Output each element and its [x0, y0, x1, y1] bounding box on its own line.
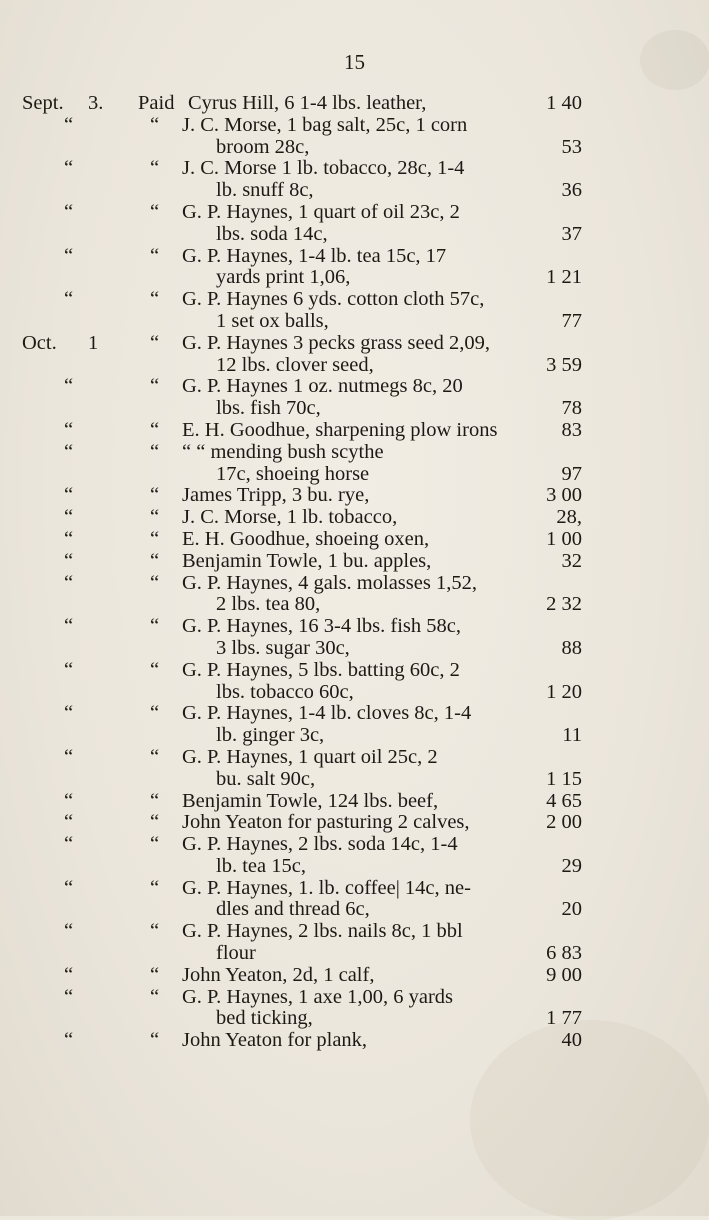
- entry-ditto-date: “: [64, 571, 74, 594]
- entry-line-1: G. P. Haynes, 1 axe 1,00, 6 yards: [182, 985, 454, 1008]
- ledger-entry: [0, 485, 709, 507]
- ledger-entry: [0, 616, 709, 660]
- entry-ditto-date: “: [64, 833, 74, 856]
- entry-paid: “: [150, 833, 160, 856]
- entry-description: [182, 202, 530, 246]
- entry-description: [182, 420, 530, 442]
- entry-ditto-date: “: [64, 789, 74, 812]
- entry-line-1: J. C. Morse, 1 bag salt, 25c, 1 corn: [182, 113, 468, 136]
- entry-line-2: 12 lbs. clover seed,: [216, 353, 374, 376]
- ledger-entry: [0, 660, 709, 704]
- entry-line-2: dles and thread 6c,: [216, 898, 370, 921]
- entry-line-2: flour: [216, 942, 256, 965]
- entry-line-1: G. P. Haynes, 1. lb. coffee| 14c, ne-: [182, 876, 471, 899]
- entry-line-2: lbs. soda 14c,: [216, 222, 328, 245]
- entry-amount: 20: [561, 898, 582, 921]
- entry-line-1: J. C. Morse 1 lb. tobacco, 28c, 1-4: [182, 157, 465, 180]
- ledger-entry: [0, 747, 709, 791]
- entry-paid: “: [150, 811, 160, 834]
- entry-paid: “: [150, 789, 160, 812]
- entry-description: [182, 747, 530, 791]
- entry-amount: 83: [561, 418, 582, 441]
- entry-ditto-date: “: [64, 1029, 74, 1052]
- entry-ditto-date: “: [64, 484, 74, 507]
- entry-line-2: lbs. tobacco 60c,: [216, 680, 354, 703]
- ledger-entry: [0, 878, 709, 922]
- entry-description: [182, 442, 530, 486]
- entry-line-2: lb. snuff 8c,: [216, 179, 314, 202]
- entry-line-1: G. P. Haynes 1 oz. nutmegs 8c, 20: [182, 375, 463, 398]
- entry-description: [182, 507, 530, 529]
- entry-ditto-date: “: [64, 440, 74, 463]
- ledger-entry: [0, 115, 709, 159]
- entry-paid: Paid: [138, 92, 175, 114]
- entry-ditto-date: “: [64, 702, 74, 725]
- entry-line-1: John Yeaton, 2d, 1 calf,: [182, 963, 375, 986]
- page-number: 15: [344, 50, 365, 74]
- entry-amount: 1 40: [546, 92, 582, 114]
- entry-line-1: G. P. Haynes, 16 3-4 lbs. fish 58c,: [182, 615, 462, 638]
- ledger-entry: [0, 987, 709, 1031]
- ledger-entry: [0, 202, 709, 246]
- entry-amount: 36: [561, 179, 582, 202]
- ledger-entry: [0, 529, 709, 551]
- entry-paid: “: [150, 375, 160, 398]
- entry-paid: “: [150, 615, 160, 638]
- entry-amount: 9 00: [546, 963, 582, 986]
- entry-paid: “: [150, 288, 160, 311]
- entry-ditto-date: “: [64, 920, 74, 943]
- entry-month: Sept.: [22, 92, 64, 114]
- entry-day: 1: [88, 331, 99, 354]
- ledger-entry: [0, 551, 709, 573]
- entry-line-2: lb. ginger 3c,: [216, 724, 325, 747]
- entry-paid: “: [150, 200, 160, 223]
- entry-line-1: G. P. Haynes, 1 quart oil 25c, 2: [182, 745, 438, 768]
- entry-line-1: E. H. Goodhue, shoeing oxen,: [182, 527, 430, 550]
- entry-ditto-date: “: [64, 113, 74, 136]
- entry-ditto-date: “: [64, 615, 74, 638]
- entry-line-2: lbs. fish 70c,: [216, 397, 321, 420]
- ledger-entry: [0, 333, 709, 377]
- entry-line-1: G. P. Haynes, 1-4 lb. cloves 8c, 1-4: [182, 702, 472, 725]
- entry-ditto-date: “: [64, 549, 74, 572]
- entry-line-1: G. P. Haynes, 4 gals. molasses 1,52,: [182, 571, 477, 594]
- ledger-entry: [0, 158, 709, 202]
- entry-amount: 2 00: [546, 811, 582, 834]
- entry-description: [182, 660, 530, 704]
- ledger-entry: [0, 965, 709, 987]
- entry-description: [182, 115, 530, 159]
- entry-description: [182, 834, 530, 878]
- entry-line-2: bu. salt 90c,: [216, 767, 316, 790]
- entry-day: 3.: [88, 92, 104, 114]
- entry-description: [182, 1030, 530, 1052]
- entry-ditto-date: “: [64, 418, 74, 441]
- entry-amount: 1 21: [546, 266, 582, 289]
- entry-description: [182, 965, 530, 987]
- ledger-entry: [0, 834, 709, 878]
- entry-line-1: John Yeaton for plank,: [182, 1029, 368, 1052]
- ledger-entry: [0, 812, 709, 834]
- entry-amount: 2 32: [546, 593, 582, 616]
- entry-line-2: broom 28c,: [216, 135, 310, 158]
- entry-line-1: James Tripp, 3 bu. rye,: [182, 484, 370, 507]
- entry-amount: 1 15: [546, 767, 582, 790]
- entry-ditto-date: “: [64, 200, 74, 223]
- entry-month: Oct.: [22, 331, 57, 354]
- entry-paid: “: [150, 244, 160, 267]
- ledger-entry: [0, 507, 709, 529]
- entry-amount: 77: [561, 309, 582, 332]
- ledger-entry: [0, 442, 709, 486]
- entry-description: [182, 812, 530, 834]
- ledger-entry: [0, 791, 709, 813]
- entry-paid: “: [150, 418, 160, 441]
- ledger-entry: [0, 921, 709, 965]
- entry-ditto-date: “: [64, 288, 74, 311]
- entry-paid: “: [150, 506, 160, 529]
- entry-ditto-date: “: [64, 985, 74, 1008]
- entry-line-1: John Yeaton for pasturing 2 calves,: [182, 811, 470, 834]
- entry-amount: 6 83: [546, 942, 582, 965]
- entry-line-2: 2 lbs. tea 80,: [216, 593, 321, 616]
- entry-description: [182, 703, 530, 747]
- entry-line-1: Benjamin Towle, 1 bu. apples,: [182, 549, 432, 572]
- entry-description: [182, 376, 530, 420]
- entry-line-2: 3 lbs. sugar 30c,: [216, 636, 350, 659]
- entry-description: [182, 485, 530, 507]
- entry-description: [182, 616, 530, 660]
- ledger-entry: [0, 246, 709, 290]
- entry-line-1: Benjamin Towle, 124 lbs. beef,: [182, 789, 439, 812]
- entry-ditto-date: “: [64, 658, 74, 681]
- entry-line-2: 1 set ox balls,: [216, 309, 329, 332]
- entry-line-1: Cyrus Hill, 6 1-4 lbs. leather,: [188, 92, 427, 114]
- entry-amount: 32: [561, 549, 582, 572]
- entry-line-2: 17c, shoeing horse: [216, 462, 370, 485]
- entry-line-1: G. P. Haynes, 1 quart of oil 23c, 2: [182, 200, 460, 223]
- entry-paid: “: [150, 331, 160, 354]
- entry-line-1: G. P. Haynes, 1-4 lb. tea 15c, 17: [182, 244, 447, 267]
- entry-description: [182, 551, 530, 573]
- entry-description: [182, 246, 530, 290]
- entry-paid: “: [150, 920, 160, 943]
- entry-description: [182, 158, 530, 202]
- ledger-entry: [0, 573, 709, 617]
- entry-amount: 3 00: [546, 484, 582, 507]
- entry-amount: 40: [561, 1029, 582, 1052]
- entry-line-1: G. P. Haynes, 2 lbs. nails 8c, 1 bbl: [182, 920, 463, 943]
- entry-amount: 1 77: [546, 1007, 582, 1030]
- entry-amount: 3 59: [546, 353, 582, 376]
- entry-paid: “: [150, 1029, 160, 1052]
- entry-ditto-date: “: [64, 244, 74, 267]
- ledger-entry: [0, 93, 709, 115]
- entry-line-1: J. C. Morse, 1 lb. tobacco,: [182, 506, 398, 529]
- entry-description: [182, 987, 530, 1031]
- entry-amount: 97: [561, 462, 582, 485]
- entry-paid: “: [150, 549, 160, 572]
- entry-amount: 4 65: [546, 789, 582, 812]
- entry-amount: 1 00: [546, 527, 582, 550]
- entry-line-1: G. P. Haynes 3 pecks grass seed 2,09,: [182, 331, 491, 354]
- entry-amount: 1 20: [546, 680, 582, 703]
- entry-paid: “: [150, 157, 160, 180]
- entry-paid: “: [150, 440, 160, 463]
- entry-description: [182, 289, 530, 333]
- entry-paid: “: [150, 963, 160, 986]
- entry-paid: “: [150, 745, 160, 768]
- entry-amount: 88: [561, 636, 582, 659]
- entry-line-1: G. P. Haynes, 2 lbs. soda 14c, 1-4: [182, 833, 458, 856]
- entry-amount: 53: [561, 135, 582, 158]
- entry-description: [188, 93, 536, 115]
- entry-description: [182, 333, 530, 377]
- entry-description: [182, 529, 530, 551]
- ledger-entry: [0, 420, 709, 442]
- entry-line-1: G. P. Haynes, 5 lbs. batting 60c, 2: [182, 658, 460, 681]
- entry-paid: “: [150, 571, 160, 594]
- entry-amount: 29: [561, 854, 582, 877]
- entry-description: [182, 791, 530, 813]
- entry-amount: 78: [561, 397, 582, 420]
- entry-description: [182, 573, 530, 617]
- entry-ditto-date: “: [64, 527, 74, 550]
- entry-description: [182, 921, 530, 965]
- ledger-entry: [0, 289, 709, 333]
- entry-amount: 11: [562, 724, 582, 747]
- entry-amount: 37: [561, 222, 582, 245]
- ledger-entry: [0, 1030, 709, 1052]
- entry-line-1: G. P. Haynes 6 yds. cotton cloth 57c,: [182, 288, 485, 311]
- entry-paid: “: [150, 985, 160, 1008]
- entry-ditto-date: “: [64, 745, 74, 768]
- entry-ditto-date: “: [64, 375, 74, 398]
- entry-line-2: yards print 1,06,: [216, 266, 351, 289]
- entry-ditto-date: “: [64, 506, 74, 529]
- entry-amount: 28,: [556, 506, 582, 529]
- ledger-entry: [0, 703, 709, 747]
- entry-line-2: lb. tea 15c,: [216, 854, 306, 877]
- entry-paid: “: [150, 876, 160, 899]
- entry-ditto-date: “: [64, 811, 74, 834]
- entry-paid: “: [150, 484, 160, 507]
- entry-paid: “: [150, 527, 160, 550]
- entry-line-1: “ “ mending bush scythe: [182, 440, 384, 463]
- entry-line-2: bed ticking,: [216, 1007, 313, 1030]
- entry-ditto-date: “: [64, 963, 74, 986]
- ledger-entries: [0, 93, 709, 1052]
- entry-paid: “: [150, 658, 160, 681]
- entry-ditto-date: “: [64, 157, 74, 180]
- entry-paid: “: [150, 113, 160, 136]
- entry-paid: “: [150, 702, 160, 725]
- entry-description: [182, 878, 530, 922]
- ledger-entry: [0, 376, 709, 420]
- entry-ditto-date: “: [64, 876, 74, 899]
- entry-line-1: E. H. Goodhue, sharpening plow irons: [182, 418, 498, 441]
